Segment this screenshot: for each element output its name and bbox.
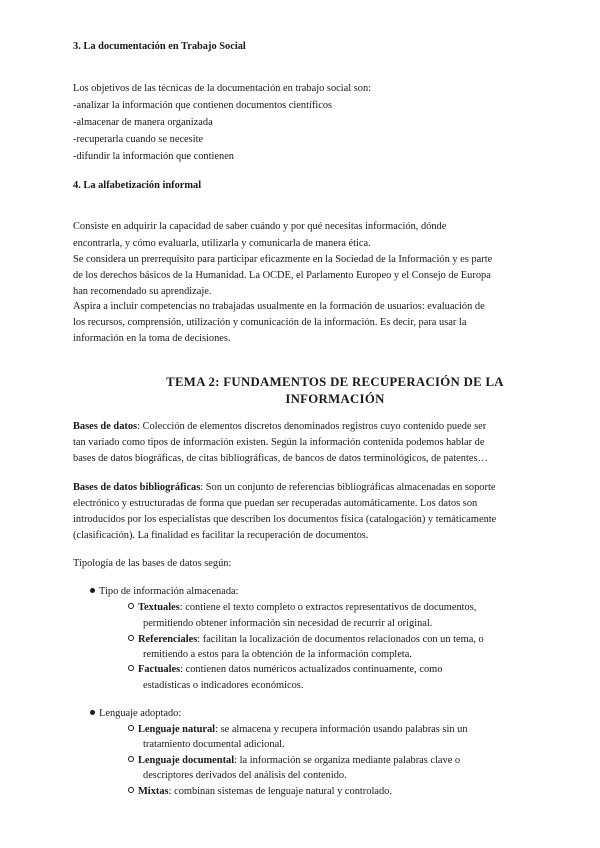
section4-line: información en la toma de decisiones. — [73, 333, 231, 344]
bases-datos-text: : Colección de elementos discretos denominados registros cuyo contenido puede ser — [137, 421, 487, 432]
tema2-title-line2: INFORMACIÓN — [285, 392, 385, 406]
item-text-continued: permitiendo obtener información sin necesidad de recurrir al original. — [143, 618, 433, 629]
item-text: : la información se organiza mediante palabras clave o — [234, 755, 461, 766]
section4-line: Se considera un prerrequisito para participar eficazmente en la Sociedad de la Información y es parte — [73, 254, 493, 265]
item-text-continued: tratamiento documental adicional. — [143, 739, 285, 750]
section4-line: los recursos, comprensión, utilización y comunicación de la información. Es decir, para usar la — [73, 317, 467, 328]
list-item — [128, 633, 484, 647]
item-text: : contienen datos numéricos actualizados continuamente, como — [180, 664, 443, 675]
list-item — [128, 754, 460, 768]
tipologia-line: Tipología de las bases de datos según: — [73, 558, 232, 569]
item-term: Lenguaje natural — [138, 724, 216, 735]
bases-datos-line: tan variado como tipos de información existen. Según la información contenida podemos hablar de — [73, 437, 485, 448]
section3-item: -analizar la información que contienen documentos científicos — [73, 100, 333, 111]
section3-item: -difundir la información que contienen — [73, 151, 234, 162]
bases-biblio-line: electrónico y estructuradas de forma que puedan ser recuperadas automáticamente. Los datos son — [73, 498, 478, 509]
group2-label: Lenguaje adoptado: — [99, 708, 182, 719]
list-item — [128, 723, 468, 737]
section4-line: han recomendado su aprendizaje. — [73, 286, 212, 297]
section4-line: de los derechos básicos de la Humanidad. La OCDE, el Parlamento Europeo y el Consejo de Europa — [73, 270, 491, 281]
item-text-continued: descriptores derivados del análisis del contenido. — [143, 770, 347, 781]
bases-datos-line — [73, 420, 486, 434]
circle-bullet-icon — [128, 756, 134, 762]
item-text: : facilitan la localización de documentos relacionados con un tema, o — [197, 634, 484, 645]
section3-item: -almacenar de manera organizada — [73, 117, 213, 128]
list-item — [90, 585, 239, 599]
bases-datos-line: bases de datos biográficas, de citas bibliográficas, de bancos de datos terminológicos, de patentes… — [73, 453, 488, 464]
section4-line: Consiste en adquirir la capacidad de saber cuándo y por qué necesitas información, dónde — [73, 221, 447, 232]
item-term: Textuales — [138, 602, 180, 613]
bases-biblio-text: : Son un conjunto de referencias bibliográficas almacenadas en soporte — [200, 482, 496, 493]
bases-biblio-term: Bases de datos bibliográficas — [73, 482, 201, 493]
circle-bullet-icon — [128, 603, 134, 609]
section3-item: -recuperarla cuando se necesite — [73, 134, 204, 145]
bullet-icon — [90, 588, 95, 593]
group1-label: Tipo de información almacenada: — [99, 586, 239, 597]
bases-biblio-line: introducidos por los especialistas que describen los documentos física (catalogación) y temáticamente — [73, 514, 497, 525]
circle-bullet-icon — [128, 635, 134, 641]
bullet-icon — [90, 710, 95, 715]
bases-biblio-line: (clasificación). La finalidad es facilitar la recuperación de documentos. — [73, 530, 369, 541]
item-text: : se almacena y recupera información usando palabras sin un — [215, 724, 468, 735]
tema2-title-line1: TEMA 2: FUNDAMENTOS DE RECUPERACIÓN DE LA — [166, 375, 504, 389]
item-text: : contiene el texto completo o extractos representativos de documentos, — [179, 602, 477, 613]
bases-biblio-line — [73, 481, 495, 495]
section4-heading: 4. La alfabetización informal — [73, 180, 202, 191]
item-text-continued: remitiendo a estos para la obtención de la información completa. — [143, 649, 412, 660]
item-text: : combinan sistemas de lenguaje natural y controlado. — [168, 786, 392, 797]
section3-intro: Los objetivos de las técnicas de la documentación en trabajo social son: — [73, 83, 372, 94]
bases-datos-term: Bases de datos — [73, 421, 138, 432]
section4-line: Aspira a incluir competencias no trabajadas usualmente en la formación de usuarios: evaluación de — [73, 301, 485, 312]
circle-bullet-icon — [128, 787, 134, 793]
section3-heading: 3. La documentación en Trabajo Social — [73, 41, 246, 52]
circle-bullet-icon — [128, 725, 134, 731]
list-item — [128, 601, 476, 615]
list-item — [128, 663, 442, 677]
section4-line: encontrarla, y cómo evaluarla, utilizarla y comunicarla de manera ética. — [73, 238, 371, 249]
circle-bullet-icon — [128, 665, 134, 671]
item-term: Factuales — [138, 664, 181, 675]
list-item — [90, 707, 181, 721]
item-term: Referenciales — [138, 634, 198, 645]
item-term: Lenguaje documental — [138, 755, 235, 766]
item-term: Mixtas — [138, 786, 169, 797]
item-text-continued: estadísticas o indicadores económicos. — [143, 680, 304, 691]
list-item — [128, 785, 392, 799]
